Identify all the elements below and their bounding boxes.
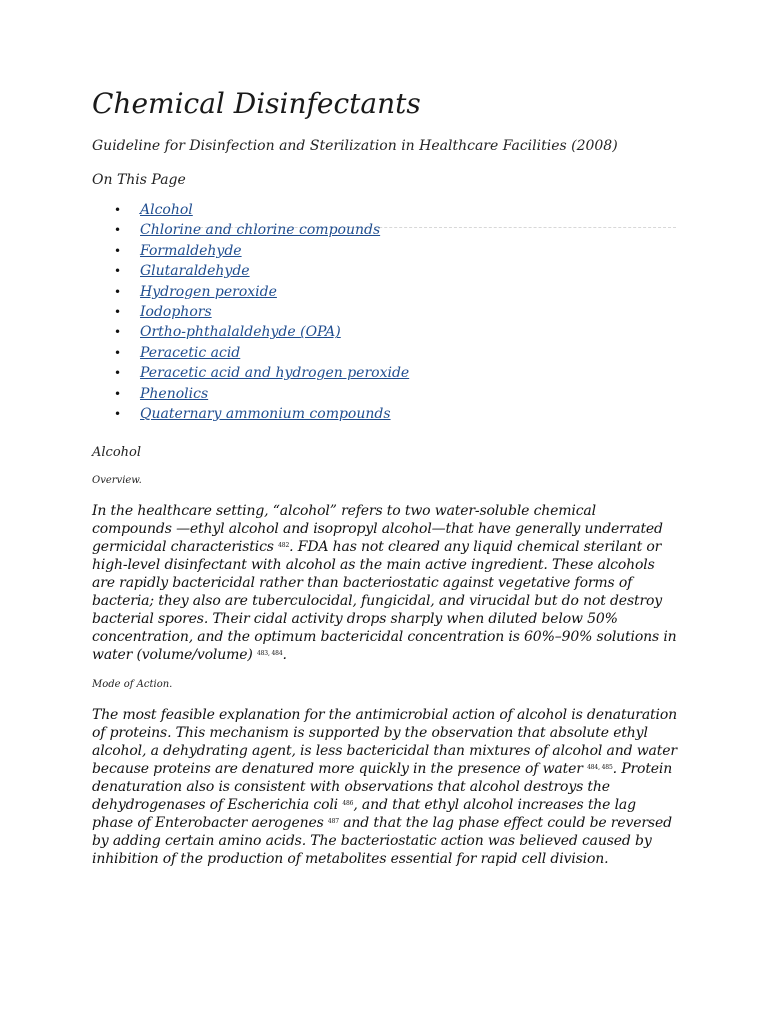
toc-item: [114, 343, 678, 363]
bullet-icon: •: [114, 223, 122, 238]
toc-link-formaldehyde[interactable]: Formaldehyde: [140, 242, 242, 259]
toc-link-quaternary[interactable]: Quaternary ammonium compounds: [140, 406, 391, 423]
bullet-icon: •: [114, 407, 122, 422]
toc-link-glutaraldehyde[interactable]: Glutaraldehyde: [140, 263, 250, 280]
page-subtitle: Guideline for Disinfection and Sterilization in Healthcare Facilities (2008): [92, 138, 618, 154]
toc-item: [114, 322, 678, 342]
bullet-icon: •: [114, 305, 122, 320]
toc-link-opa[interactable]: Ortho-phthalaldehyde (OPA): [140, 324, 341, 341]
toc-link-chlorine[interactable]: Chlorine and chlorine compounds: [140, 222, 381, 239]
toc-item: [114, 200, 678, 220]
toc-link-peracetic-hydrogen[interactable]: Peracetic acid and hydrogen peroxide: [140, 365, 410, 382]
bullet-icon: •: [114, 345, 122, 360]
bullet-icon: •: [114, 203, 122, 217]
mode-text: . Protein denaturation also is consistent with observations that alcohol destroys the dehydrogenases of Escherichia coli: [92, 761, 673, 814]
citation: 487: [327, 818, 339, 826]
toc-link-alcohol[interactable]: Alcohol: [140, 202, 193, 218]
toc-link-peracetic-acid[interactable]: Peracetic acid: [140, 344, 241, 361]
toc-item: [114, 220, 678, 240]
on-this-page-heading: On This Page: [92, 172, 186, 188]
bullet-icon: •: [114, 243, 122, 258]
citation: 483, 484: [256, 650, 283, 658]
overview-text: .: [282, 647, 287, 664]
toc-item: [114, 261, 678, 281]
mode-text: The most feasible explanation for the antimicrobial action of alcohol is denaturation of proteins. This mechanism is supported by the observation that absolute ethyl alcohol, a dehydrating agent, is less bactericidal than mixtures of alcohol and water because proteins are denatured more quickly in the presence of water: [92, 707, 677, 778]
mode-text: and that the lag phase effect could be reversed by adding certain amino acids. The bacteriostatic action was believed caused by inhibition of the production of metabolites essential for rapid cell division.: [92, 815, 672, 868]
toc-item: [114, 404, 678, 424]
citation: 482: [278, 542, 290, 550]
toc-link-iodophors[interactable]: Iodophors: [140, 304, 212, 321]
mode-of-action-heading: Mode of Action.: [92, 679, 173, 691]
citation: 484, 485: [587, 764, 613, 772]
page-title: Chemical Disinfectants: [92, 87, 421, 120]
toc-item: [114, 302, 678, 322]
bullet-icon: •: [114, 386, 122, 401]
toc-link-phenolics[interactable]: Phenolics: [140, 385, 209, 402]
toc-item: [114, 363, 678, 383]
table-of-contents: [92, 200, 678, 424]
toc-item: [114, 241, 678, 261]
toc-link-hydrogen-peroxide[interactable]: Hydrogen peroxide: [140, 283, 277, 300]
toc-item: [114, 282, 678, 302]
overview-paragraph: [92, 502, 678, 664]
mode-of-action-paragraph: [92, 706, 678, 868]
bullet-icon: •: [114, 325, 122, 340]
overview-text: In the healthcare setting, “alcohol” refers to two water-soluble chemical compounds —ethyl alcohol and isopropyl alcohol—that have generally underrated germicidal characteristics: [92, 503, 663, 556]
mode-text: , and that ethyl alcohol increases the lag phase of Enterobacter aerogenes: [92, 797, 636, 832]
overview-heading: Overview.: [92, 475, 142, 487]
bullet-icon: •: [114, 264, 122, 279]
bullet-icon: •: [114, 284, 122, 299]
section-heading-alcohol: Alcohol: [92, 445, 142, 461]
overview-text: . FDA has not cleared any liquid chemical sterilant or high-level disinfectant with alcohol as the main active ingredient. These alcohols are rapidly bactericidal rather than bacteriostatic against vegetative forms of bacteria; they also are tuberculocidal, fungicidal, and virucidal but do not destroy bacterial spores. Their cidal activity drops sharply when diluted below 50% concentration, and the optimum bactericidal concentration is 60%–90% solutions in water (volume/volume): [92, 539, 677, 664]
toc-item: [114, 384, 678, 404]
citation: 486: [342, 800, 354, 808]
bullet-icon: •: [114, 366, 122, 381]
